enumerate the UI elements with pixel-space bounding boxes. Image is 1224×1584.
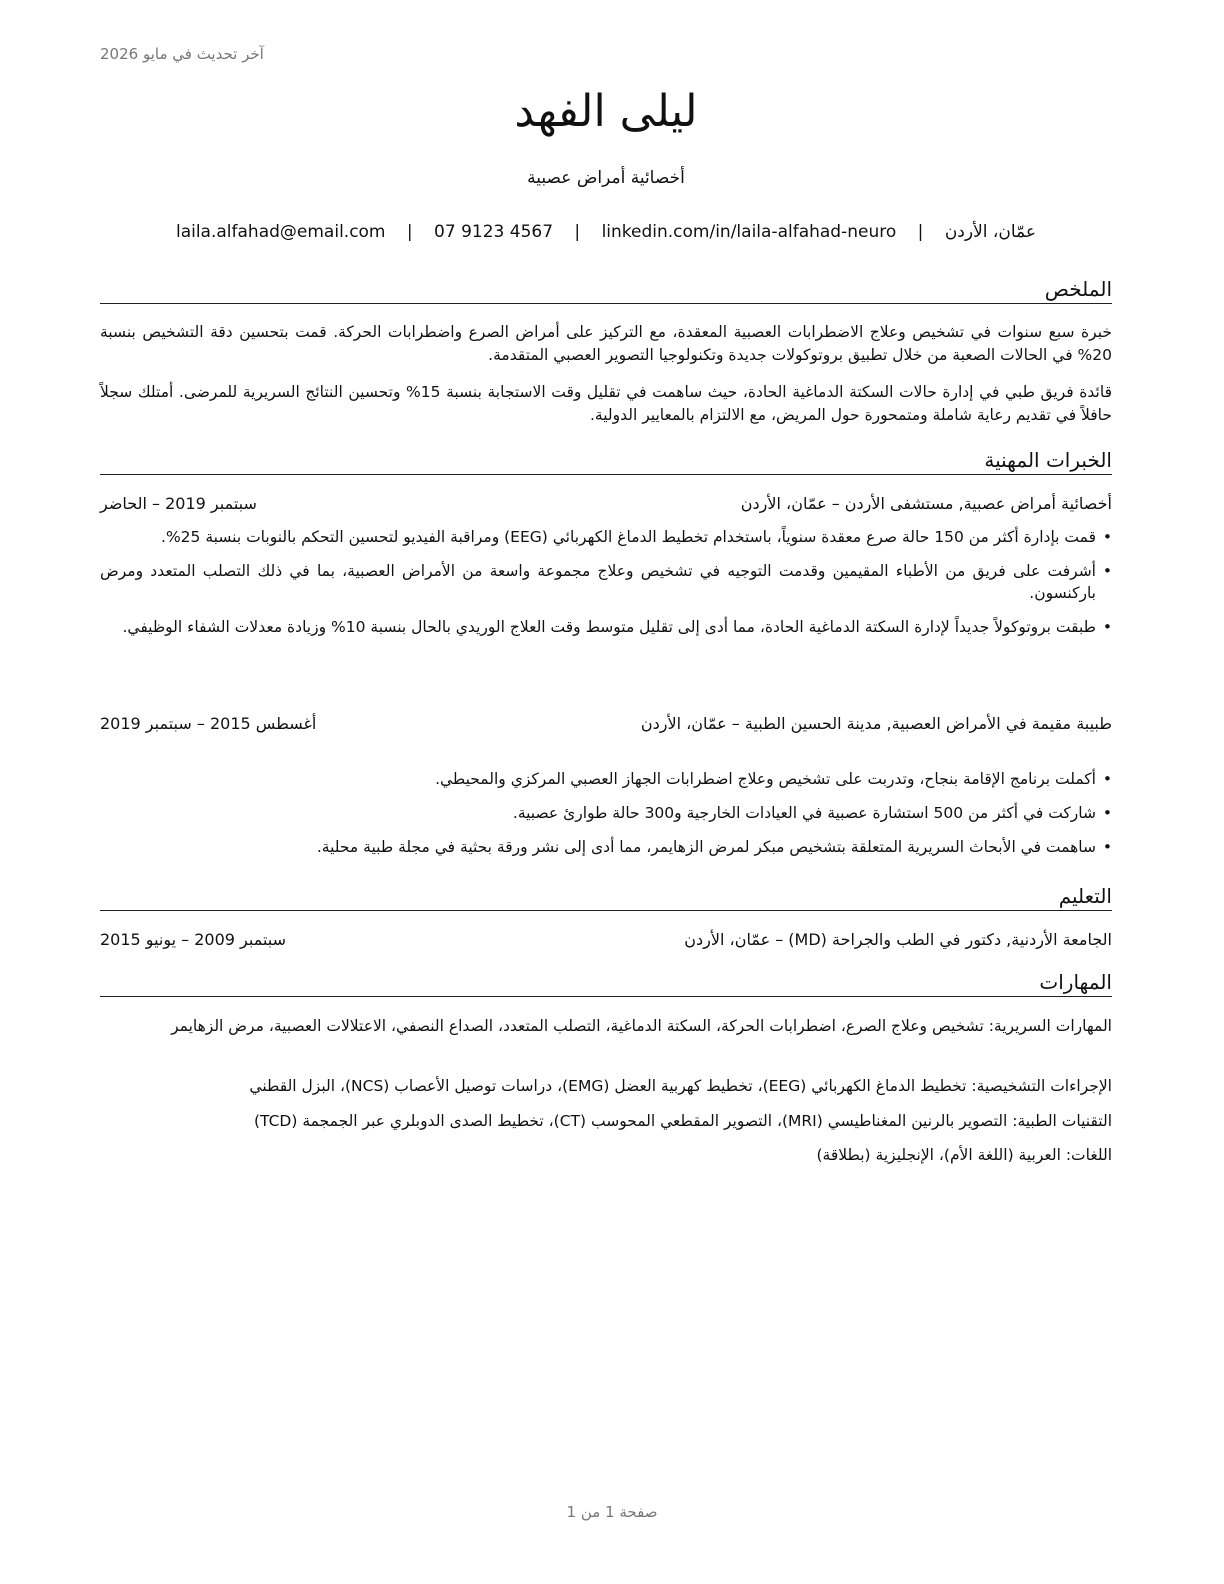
candidate-name: ليلى الفهد xyxy=(514,86,698,137)
skill-line: التقنيات الطبية: التصوير بالرنين المغناطيسي (MRI)، التصوير المقطعي المحوسب (CT)، تخطيط الصدى الدوبلري عبر الجمجمة (TCD) xyxy=(253,1112,1112,1130)
list-item: • أشرفت على فريق من الأطباء المقيمين وقدمت التوجيه في تشخيص وعلاج مجموعة واسعة من الأمراض العصبية، بما في ذلك التصلب المتعدد ومرض باركنسون. xyxy=(100,560,1112,604)
list-item: • ساهمت في الأبحاث السريرية المتعلقة بتشخيص مبكر لمرض الزهايمر، مما أدى إلى نشر ورقة بحثية في مجلة طبية محلية. xyxy=(100,836,1112,858)
skill-line: اللغات: العربية (اللغة الأم)، الإنجليزية (بطلاقة) xyxy=(816,1146,1112,1164)
candidate-title: أخصائية أمراض عصبية xyxy=(527,168,685,188)
job-dates: أغسطس 2015 – سبتمبر 2019 xyxy=(100,714,317,733)
page-number: صفحة 1 من 1 xyxy=(566,1503,658,1521)
list-item: • شاركت في أكثر من 500 استشارة عصبية في العيادات الخارجية و300 حالة طوارئ عصبية. xyxy=(100,802,1112,824)
last-updated-note: آخر تحديث في مايو 2026 xyxy=(100,45,264,63)
job-title: طبيبة مقيمة في الأمراض العصبية, مدينة الحسين الطبية – عمّان، الأردن xyxy=(640,714,1112,733)
contact-location: عمّان، الأردن xyxy=(944,222,1037,242)
list-item: • قمت بإدارة أكثر من 150 حالة صرع معقدة سنوياً، باستخدام تخطيط الدماغ الكهربائي (EEG) ومراقبة الفيديو لتحسين التحكم بالنوبات بنسبة 25%. xyxy=(100,526,1112,548)
skill-line: المهارات السريرية: تشخيص وعلاج الصرع، اضطرابات الحركة، السكتة الدماغية، التصلب المتعدد، الصداع النصفي، الاعتلالات العصبية، مرض الزهايمر xyxy=(171,1017,1112,1035)
contact-separator: | xyxy=(574,222,581,242)
section-title-skills: المهارات xyxy=(100,970,1112,997)
job-dates: سبتمبر 2019 – الحاضر xyxy=(100,494,257,513)
job-bullets xyxy=(100,526,1112,650)
education-dates: سبتمبر 2009 – يونيو 2015 xyxy=(100,930,287,949)
summary-paragraph: قائدة فريق طبي في إدارة حالات السكتة الدماغية الحادة، حيث ساهمت في تقليل وقت الاستجابة بنسبة 15% وتحسين النتائج السريرية للمرضى. أمتلك سجلاً حافلاً في تقديم رعاية شاملة ومتمحورة حول المريض، مع الالتزام بالمعايير الدولية. xyxy=(100,383,1112,424)
summary-paragraph: خبرة سبع سنوات في تشخيص وعلاج الاضطرابات العصبية المعقدة، مع التركيز على أمراض الصرع واضطرابات الحركة. قمت بتحسين دقة التشخيص بنسبة 20% في الحالات الصعبة من خلال تطبيق بروتوكولات جديدة وتكنولوجيا التصوير العصبي المتقدمة. xyxy=(100,323,1112,364)
contact-line xyxy=(100,222,1112,242)
list-item: • أكملت برنامج الإقامة بنجاح، وتدربت على تشخيص وعلاج اضطرابات الجهاز العصبي المركزي والمحيطي. xyxy=(100,768,1112,790)
contact-linkedin[interactable]: linkedin.com/in/laila-alfahad-neuro xyxy=(601,222,897,242)
contact-email[interactable]: laila.alfahad@email.com xyxy=(175,222,386,242)
resume-page xyxy=(100,0,1112,1584)
section-title-education: التعليم xyxy=(100,884,1112,911)
education-title: الجامعة الأردنية, دكتور في الطب والجراحة (MD) – عمّان، الأردن xyxy=(684,930,1112,949)
contact-phone[interactable]: 07 9123 4567 xyxy=(434,222,554,242)
list-item: • طبقت بروتوكولاً جديداً لإدارة السكتة الدماغية الحادة، مما أدى إلى تقليل متوسط وقت العلاج الوريدي بالحال بنسبة 10% وزيادة معدلات الشفاء الوظيفي. xyxy=(100,616,1112,638)
job-title: أخصائية أمراض عصبية, مستشفى الأردن – عمّان، الأردن xyxy=(740,494,1112,513)
contact-separator: | xyxy=(406,222,413,242)
contact-separator: | xyxy=(917,222,924,242)
skill-line: الإجراءات التشخيصية: تخطيط الدماغ الكهربائي (EEG)، تخطيط كهربية العضل (EMG)، دراسات توصيل الأعصاب (NCS)، البزل القطني xyxy=(249,1077,1112,1095)
section-title-experience: الخبرات المهنية xyxy=(100,448,1112,475)
job-bullets xyxy=(100,768,1112,870)
section-title-summary: الملخص xyxy=(100,277,1112,304)
